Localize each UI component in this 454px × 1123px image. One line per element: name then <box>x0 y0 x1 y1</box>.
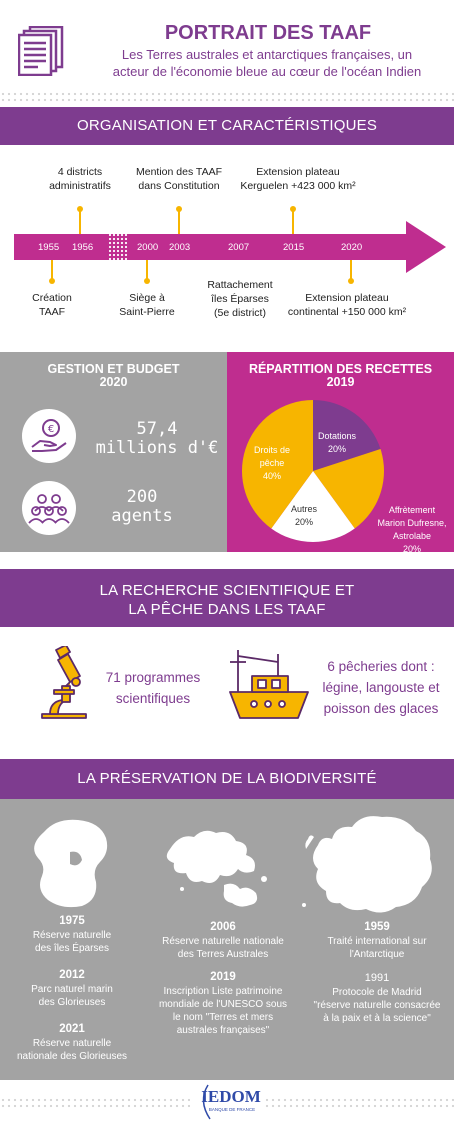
timeline-label-1956-line2: administratifs <box>49 180 111 192</box>
svg-text:€: € <box>47 424 55 435</box>
antarctique-map <box>300 809 440 919</box>
budget-value: 57,4 <box>136 419 178 439</box>
timeline-tick-1955 <box>51 260 53 280</box>
timeline-year-1956: 1956 <box>72 242 94 253</box>
page-subtitle-line2: acteur de l'économie bleue au cœur de l'océan Indien <box>112 64 422 79</box>
timeline-year-2007: 2007 <box>228 242 250 253</box>
timeline-tick-2020 <box>350 260 352 280</box>
timeline-dot-1956 <box>77 206 83 212</box>
fishing-boat-icon <box>228 648 310 726</box>
bio-col2-text-1-line1: Réserve naturelle nationale <box>162 936 284 947</box>
peche-line3: poisson des glaces <box>323 701 439 716</box>
bio-col1-text-2-line2: des Glorieuses <box>38 997 106 1008</box>
bio-col3-text-2 <box>300 986 454 1025</box>
timeline-label-2000 <box>106 291 188 319</box>
pie-label-autres <box>279 503 329 529</box>
timeline-label-2020 <box>278 291 416 319</box>
bio-col3-text-2-line2: "réserve naturelle consacrée <box>313 1000 441 1011</box>
pie-label-affretement-line3: Astrolabe <box>392 531 432 541</box>
timeline-label-2000-line2: Saint-Pierre <box>119 306 175 318</box>
iles-eparses-map <box>22 812 118 912</box>
iedom-logo <box>192 1083 264 1121</box>
bio-col1-text-2 <box>0 983 144 1009</box>
timeline-label-2007 <box>192 278 288 320</box>
timeline-year-2000: 2000 <box>137 242 159 253</box>
section-title-recherche-line2: LA PÊCHE DANS LES TAAF <box>128 601 326 618</box>
pie-label-peche-value: 40% <box>262 471 281 481</box>
timeline-arrow <box>0 211 454 281</box>
agents-stat <box>92 488 192 526</box>
bio-col1-year-1: 1975 <box>59 915 85 927</box>
bio-col1-text-1 <box>0 929 144 955</box>
agents-unit: agents <box>111 506 173 526</box>
bio-col2-text-2-line4: australes françaises" <box>176 1025 270 1036</box>
section-title-biodiversite: LA PRÉSERVATION DE LA BIODIVERSITÉ <box>77 770 377 787</box>
pie-label-affretement <box>370 504 454 556</box>
programmes-stat <box>90 667 216 709</box>
biodiversite-panel <box>0 799 454 1080</box>
gestion-title-line2: 2020 <box>99 375 128 389</box>
timeline-label-1955 <box>17 291 87 319</box>
bio-col3-text-1-line1: Traité international sur <box>327 936 427 947</box>
pie-label-affretement-value: 20% <box>402 544 421 554</box>
section-band-biodiversite <box>0 759 454 799</box>
recettes-title-line1: RÉPARTITION DES RECETTES <box>248 362 433 376</box>
pie-label-dotations-value: 20% <box>327 444 346 454</box>
bio-col1-text-2-line1: Parc naturel marin <box>31 984 113 995</box>
bio-col3-text-2-line1: Protocole de Madrid <box>332 987 422 998</box>
timeline-label-2007-line1: Rattachement <box>207 279 273 291</box>
timeline-label-2020-line2: continental +150 000 km² <box>287 306 407 318</box>
peche-line1: 6 pêcheries dont : <box>327 659 435 674</box>
timeline-dot-2000 <box>144 278 150 284</box>
divider-dots-top <box>0 91 454 103</box>
pie-label-dotations-name: Dotations <box>317 431 357 441</box>
pie-label-autres-name: Autres <box>290 504 317 514</box>
timeline-label-2003-line1: Mention des TAAF <box>136 166 222 178</box>
timeline-year-1955: 1955 <box>38 242 60 253</box>
timeline-label-2007-line3: (5e district) <box>214 307 266 319</box>
timeline-label-2015-line1: Extension plateau <box>256 166 340 178</box>
section-title-organisation: ORGANISATION ET CARACTÉRISTIQUES <box>76 117 378 134</box>
timeline-label-2015-line2: Kerguelen +423 000 km² <box>240 180 356 192</box>
peche-stat <box>308 656 454 719</box>
bio-col2-text-2 <box>148 985 298 1037</box>
programmes-line1: 71 programmes <box>105 670 201 685</box>
timeline-label-2015 <box>233 165 363 193</box>
timeline-label-2007-line2: îles Éparses <box>211 293 269 305</box>
people-group-icon <box>22 481 76 535</box>
bio-col2-text-2-line1: Inscription Liste patrimoine <box>163 986 283 997</box>
bio-col1-year-3: 2021 <box>59 1023 85 1035</box>
pie-label-autres-value: 20% <box>294 517 313 527</box>
page-title: PORTRAIT DES TAAF <box>164 22 372 44</box>
bio-col1-text-1-line2: des îles Éparses <box>35 943 109 954</box>
divider-dots-bottom-right <box>264 1097 454 1109</box>
money-hand-icon-circle <box>22 409 76 463</box>
timeline-label-2020-line1: Extension plateau <box>305 292 389 304</box>
timeline-tick-2000 <box>146 260 148 280</box>
bio-col3-text-2-line3: à la paix et à la science" <box>323 1013 431 1024</box>
section-band-recherche <box>0 569 454 627</box>
agents-value: 200 <box>126 487 158 507</box>
timeline-label-2003-line2: dans Constitution <box>138 180 220 192</box>
timeline-dot-2020 <box>348 278 354 284</box>
timeline-year-2003: 2003 <box>169 242 191 253</box>
gestion-panel <box>0 352 227 552</box>
terres-australes-map <box>160 819 278 919</box>
programmes-line2: scientifiques <box>115 691 191 706</box>
bio-col2-text-1-line2: des Terres Australes <box>177 949 269 960</box>
bio-col2-text-1 <box>148 935 298 961</box>
pie-label-affretement-line2: Marion Dufresne, <box>377 518 447 528</box>
bio-col2-text-2-line3: le nom "Terres et mers <box>172 1012 274 1023</box>
timeline-label-1956-line1: 4 districts <box>57 166 103 178</box>
bio-col1-text-3-line1: Réserve naturelle <box>32 1038 112 1049</box>
people-group-icon-circle <box>22 481 76 535</box>
bio-col3-year-2: 1991 <box>364 972 390 984</box>
timeline-dot-2003 <box>176 206 182 212</box>
recettes-title-line2: 2019 <box>326 375 355 389</box>
budget-unit: millions d'€ <box>95 438 219 458</box>
timeline-year-2020: 2020 <box>341 242 363 253</box>
bio-col3-text-1 <box>300 935 454 961</box>
bio-col2-year-1: 2006 <box>210 921 236 933</box>
bio-col1-text-1-line1: Réserve naturelle <box>32 930 112 941</box>
peche-line2: légine, langouste et <box>322 680 440 695</box>
pie-label-affretement-line1: Affrètement <box>388 505 436 515</box>
pie-label-peche <box>247 444 297 483</box>
bio-col3-year-1: 1959 <box>364 921 390 933</box>
iedom-logo-text: IEDOM <box>201 1087 261 1106</box>
timeline-label-2000-line1: Siège à <box>129 292 165 304</box>
header <box>0 0 454 92</box>
gestion-title-line1: GESTION ET BUDGET <box>47 362 180 376</box>
pie-label-peche-line2: pêche <box>259 458 285 468</box>
microscope-icon <box>36 646 92 720</box>
budget-stat <box>92 420 222 458</box>
divider-dots-bottom-left <box>0 1097 190 1109</box>
bio-col1-text-3 <box>0 1037 144 1063</box>
timeline-dot-2015 <box>290 206 296 212</box>
timeline-label-1955-line1: Création <box>32 292 72 304</box>
timeline-label-2003 <box>125 165 233 193</box>
bio-col2-text-2-line2: mondiale de l'UNESCO sous <box>158 999 288 1010</box>
timeline <box>0 145 454 335</box>
pie-label-dotations <box>307 430 367 456</box>
money-hand-icon <box>22 409 76 463</box>
recettes-panel <box>227 352 454 552</box>
section-band-organisation <box>0 107 454 145</box>
timeline-year-2015: 2015 <box>283 242 305 253</box>
page-subtitle-line1: Les Terres australes et antarctiques françaises, un <box>121 47 413 62</box>
timeline-dot-1955 <box>49 278 55 284</box>
pie-label-peche-line1: Droits de <box>253 445 290 455</box>
timeline-label-1956 <box>35 165 125 193</box>
timeline-label-1955-line2: TAAF <box>38 306 66 318</box>
iedom-logo-subtext: BANQUE DE FRANCE <box>208 1107 256 1112</box>
bio-col2-year-2: 2019 <box>210 971 236 983</box>
section-title-recherche-line1: LA RECHERCHE SCIENTIFIQUE ET <box>99 582 355 599</box>
documents-icon <box>18 26 66 76</box>
bio-col1-year-2: 2012 <box>59 969 85 981</box>
bio-col1-text-3-line2: nationale des Glorieuses <box>16 1051 128 1062</box>
bio-col3-text-1-line2: l'Antarctique <box>349 949 405 960</box>
gestion-title <box>0 363 227 389</box>
